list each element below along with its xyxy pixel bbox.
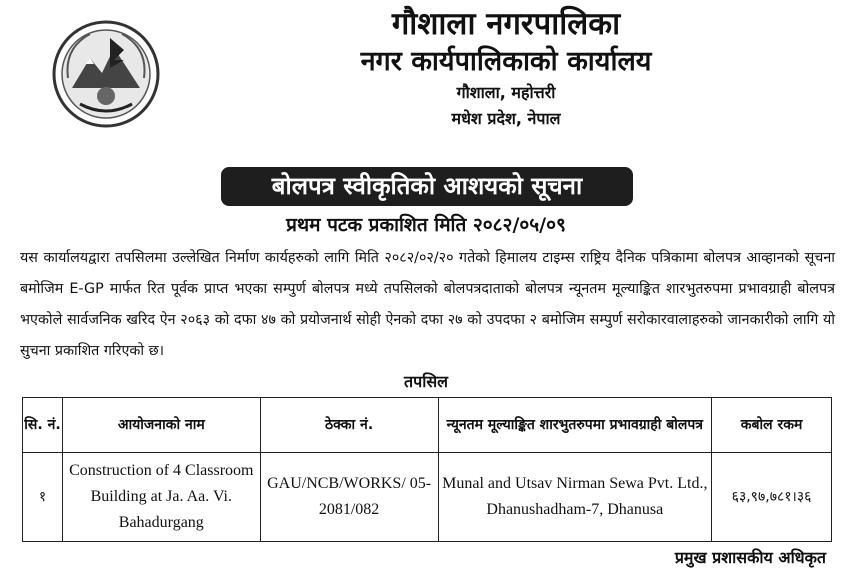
header-contract: ठेक्का नं.	[260, 398, 438, 453]
publication-date: प्रथम पटक प्रकाशित मिति २०८२/०५/०९	[286, 214, 566, 236]
signature: प्रमुख प्रशासकीय अधिकृत	[674, 548, 826, 567]
header-amount: कबोल रकम	[712, 398, 832, 453]
address-line-1: गौशाला, महोत्तरी	[456, 83, 556, 102]
cell-contract: GAU/NCB/WORKS/ 05-2081/082	[260, 453, 438, 542]
notice-title: बोलपत्र स्वीकृतिको आशयको सूचना	[221, 167, 633, 206]
org-name: गौशाला नगरपालिका	[391, 6, 621, 42]
letterhead	[160, 4, 852, 132]
table-header-row	[23, 398, 832, 453]
cell-bidder: Munal and Utsav Nirman Sewa Pvt. Ltd., Dhanushadham-7, Dhanusa	[438, 453, 712, 542]
header-sn: सि. नं.	[23, 398, 63, 453]
office-name: नगर कार्यपालिकाको कार्यालय	[360, 46, 652, 77]
award-table	[22, 397, 832, 542]
cell-sn: १	[23, 453, 63, 542]
cell-project: Construction of 4 Classroom Building at Ja. Aa. Vi. Bahadurgang	[62, 453, 260, 542]
address-line-2: मधेश प्रदेश, नेपाल	[451, 109, 561, 128]
header-project: आयोजनाको नाम	[62, 398, 260, 453]
cell-amount: ६३,९७,७८१।३६	[712, 453, 832, 542]
header-bidder: न्यूनतम मूल्याङ्कित शारभुतरुपमा प्रभावग्राही बोलपत्र	[438, 398, 712, 453]
government-emblem-icon	[50, 18, 162, 130]
notice-body: यस कार्यालयद्वारा तपसिलमा उल्लेखित निर्माण कार्यहरुको लागि मिति २०८२/०२/२० गतेको हिमालय टाइम्स राष्ट्रिय दैनिक पत्रिकामा बोलपत्र आव्हानको सूचना बमोजिम E-GP मार्फत रित पूर्वक प्राप्त भएका सम्पुर्ण बोलपत्र मध्ये तपसिलको बोलपत्रदाताको बोलपत्र न्यूनतम मूल्याङ्कित शारभुतरुपमा प्रभावग्राही बोलपत्र भएकोले सार्वजनिक खरिद ऐन २०६३ को दफा ४७ को प्रयोजनार्थ सोही ऐनको दफा २७ को उपदफा २ बमोजिम सम्पुर्ण सरोकारवालाहरुको जानकारीको लागि यो सुचना प्रकाशित गरिएको छ।	[20, 250, 835, 359]
details-heading: तपसिल	[403, 372, 449, 391]
table-row	[23, 453, 832, 542]
